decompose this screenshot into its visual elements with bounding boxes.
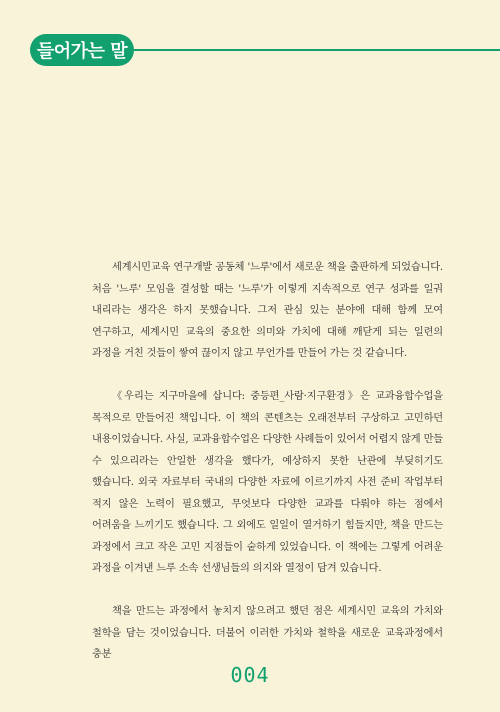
paragraph-1: 세계시민교육 연구개발 공동체 '느루'에서 새로운 책을 출판하게 되었습니다. 처음 '느루' 모임을 결성할 때는 '느루'가 이렇게 지속적으로 연구 성과를 일궈 내리라는 생각은 하지 못했습니다. 그저 관심 있는 분야에 대해 함께 모여 연구하고, 세계시민 교육의 중요한 의미와 가치에 대해 깨닫게 되는 일련의 과정을 거친 것들이 쌓여 끊이지 않고 무언가를 만들어 가는 것 같습니다. xyxy=(92,262,443,359)
page-number: 004 xyxy=(230,663,270,687)
section-title: 들어가는 말 xyxy=(36,41,128,62)
section-title-badge xyxy=(30,34,134,66)
paragraph-2: 《우리는 지구마을에 삽니다: 중등편_사람·지구환경》은 교과융합수업을 목적으로 만들어진 책입니다. 이 책의 콘텐츠는 오래전부터 구상하고 고민하던 내용이었습니다. 사실, 교과융합수업은 다양한 사례들이 있어서 어렵지 않게 만들 수 있으리라는 안일한 생각을 했다가, 예상하지 못한 난관에 부딪히기도 했습니다. 외국 자료부터 국내의 다양한 자료에 이르기까지 사전 준비 작업부터 적지 않은 노력이 필요했고, 무엇보다 다양한 교과를 다뤄야 하는 점에서 어려움을 느끼기도 했습니다. 그 외에도 일일이 열거하기 힘들지만, 책을 만드는 과정에서 크고 작은 고민 지점들이 숱하게 있었습니다. 이 책에는 그렇게 어려운 과정을 이겨낸 느루 소속 선생님들의 의지와 열정이 담겨 있습니다. xyxy=(92,391,443,574)
paragraph-3: 책을 만드는 과정에서 놓치지 않으려고 했던 점은 세계시민 교육의 가치와 철학을 담는 것이었습니다. 더불어 이러한 가치와 철학을 새로운 교육과정에서 충분 xyxy=(92,606,443,660)
body-text xyxy=(92,257,443,666)
header-divider-line xyxy=(134,49,500,51)
